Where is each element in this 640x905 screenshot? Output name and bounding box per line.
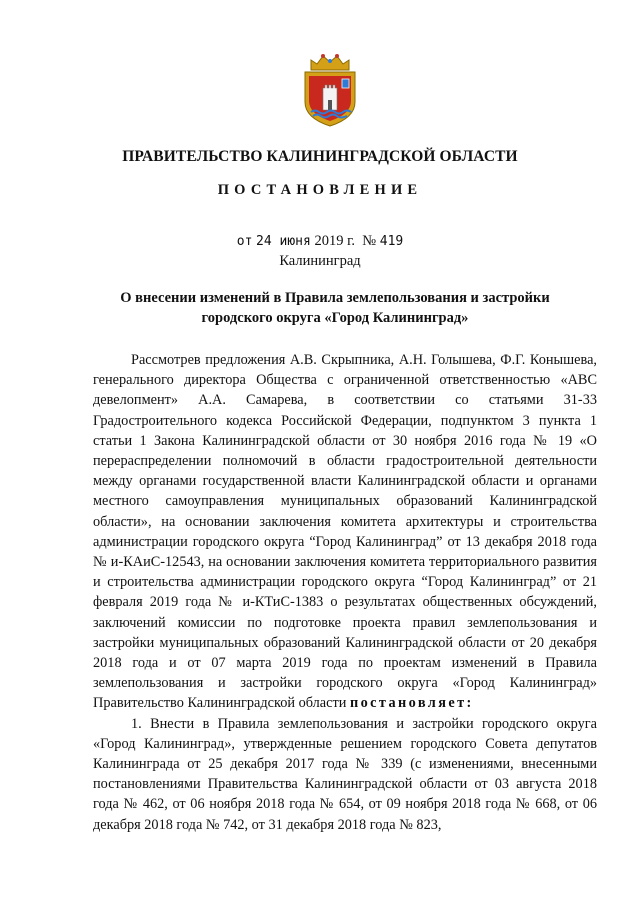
document-body [93, 350, 597, 835]
document-number: 419 [379, 234, 404, 249]
organization-title: ПРАВИТЕЛЬСТВО КАЛИНИНГРАДСКОЙ ОБЛАСТИ [122, 148, 518, 165]
date-prefix: от [236, 234, 253, 249]
resolves-word: постановляет: [349, 695, 474, 712]
item-1-paragraph: 1. Внести в Правила землепользования и застройки городского округа «Город Калининград», утвержденные решением городского Совета депутатов Калининграда от 25 декабря 2017 года № 339 (с изменениями, внесенными постановлениями Правительства Калининградской области от 03 августа 2018 года № 462, от 06 ноября 2018 года № 654, от 09 ноября 2018 года № 668, от 06 декабря 2018 года № 742, от 31 декабря 2018 года № 823, [93, 715, 597, 833]
preamble-text: Рассмотрев предложения А.В. Скрыпника, А.Н. Голышева, Ф.Г. Конышева, генерального директора Общества с ограниченной ответственностью «АВС девелопмент» А.А. Самарева, в соответствии со статьями 31-33 Градостроительного кодекса Российской Федерации, подпунктом 3 пункта 1 статьи 1 Закона Калининградской области от 30 ноября 2016 года № 19 «О перераспределении полномочий в области градостроительной деятельности между органами государственной власти Калининградской области и органами местного самоуправления муниципальных образований Калининградской области», на основании заключения комитета архитектуры и строительства администрации городского округа “Город Калининград” от 13 декабря 2018 года № и-КАиС-12543, на основании заключения комитета территориального развития и строительства администрации городского округа “Город Калининград” от 21 февраля 2019 года № и-КТиС-1383 о результатах общественных обсуждений, заключений комиссии по подготовке проекта правил землепользования и застройки муниципальных образований Калининградской области от 20 декабря 2018 года и от 07 марта 2019 года по проектам изменений в Правила землепользования и застройки городского округа «Город Калининград» Правительство Калининградской области [93, 352, 597, 712]
document-subject: О внесении изменений в Правила землепользования и застройки городского округа «Город Калининград» [120, 290, 550, 326]
date-value: 24 июня [256, 234, 311, 249]
document-type: ПОСТАНОВЛЕНИЕ [217, 182, 423, 198]
number-sign: № [362, 233, 377, 249]
date-line [0, 233, 640, 250]
preamble-paragraph [93, 350, 597, 714]
city: Калининград [279, 253, 361, 269]
date-year: 2019 г. [314, 233, 356, 249]
coat-of-arms-icon [301, 52, 359, 128]
